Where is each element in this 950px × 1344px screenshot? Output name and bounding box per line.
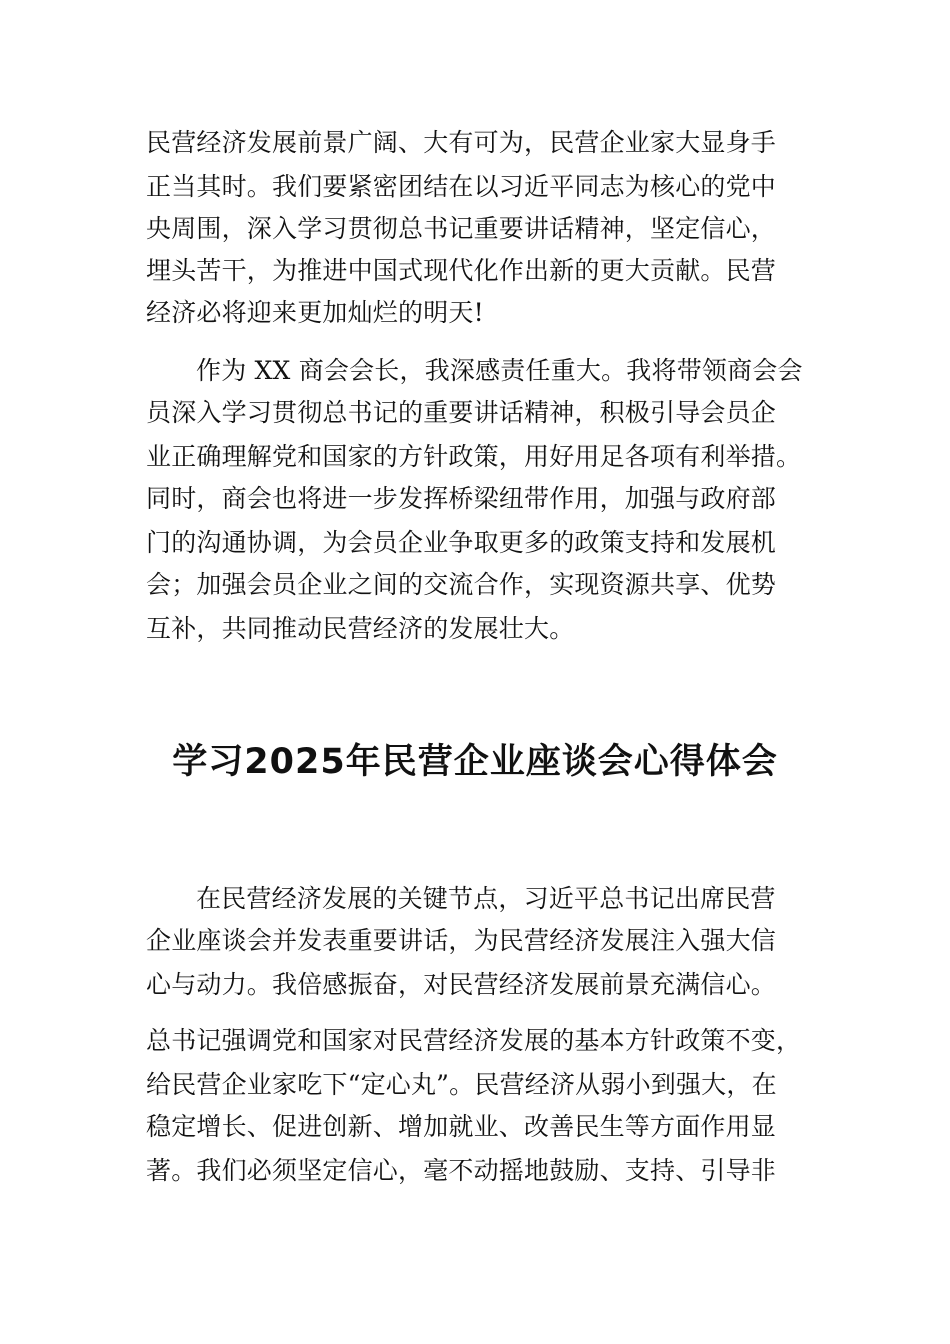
text-line: 正当其时。我们要紧密团结在以习近平同志为核心的党中 — [146, 172, 777, 201]
text-line: 央周围，深入学习贯彻总书记重要讲话精神，坚定信心， — [146, 214, 777, 243]
text-line: 会；加强会员企业之间的交流合作，实现资源共享、优势 — [146, 570, 777, 599]
text-line: 经济必将迎来更加灿烂的明天! — [146, 298, 484, 327]
text-line: 埋头苦干，为推进中国式现代化作出新的更大贡献。民营 — [146, 256, 777, 285]
text-line: 给民营企业家吃下“定心丸”。民营经济从弱小到强大，在 — [146, 1070, 777, 1099]
text-line: 员深入学习贯彻总书记的重要讲话精神，积极引导会员企 — [146, 398, 777, 427]
text-line: 在民营经济发展的关键节点，习近平总书记出席民营 — [196, 884, 776, 913]
text-line: 作为 XX 商会会长，我深感责任重大。我将带领商会会 — [196, 356, 803, 385]
text-line: 同时，商会也将进一步发挥桥梁纽带作用，加强与政府部 — [146, 484, 777, 513]
text-line: 互补，共同推动民营经济的发展壮大。 — [146, 614, 575, 643]
text-line: 心与动力。我倍感振奋，对民营经济发展前景充满信心。 — [146, 970, 777, 999]
text-line: 业正确理解党和国家的方针政策，用好用足各项有利举措。 — [146, 442, 802, 471]
section-title: 学习2025年民营企业座谈会心得体会 — [172, 742, 778, 782]
text-line: 民营经济发展前景广阔、大有可为，民营企业家大显身手 — [146, 128, 777, 157]
text-line: 企业座谈会并发表重要讲话，为民营经济发展注入强大信 — [146, 926, 777, 955]
text-line: 稳定增长、促进创新、增加就业、改善民生等方面作用显 — [146, 1112, 777, 1141]
text-line: 总书记强调党和国家对民营经济发展的基本方针政策不变， — [146, 1026, 802, 1055]
text-line: 著。我们必须坚定信心，毫不动摇地鼓励、支持、引导非 — [146, 1156, 777, 1185]
text-line: 门的沟通协调，为会员企业争取更多的政策支持和发展机 — [146, 528, 777, 557]
